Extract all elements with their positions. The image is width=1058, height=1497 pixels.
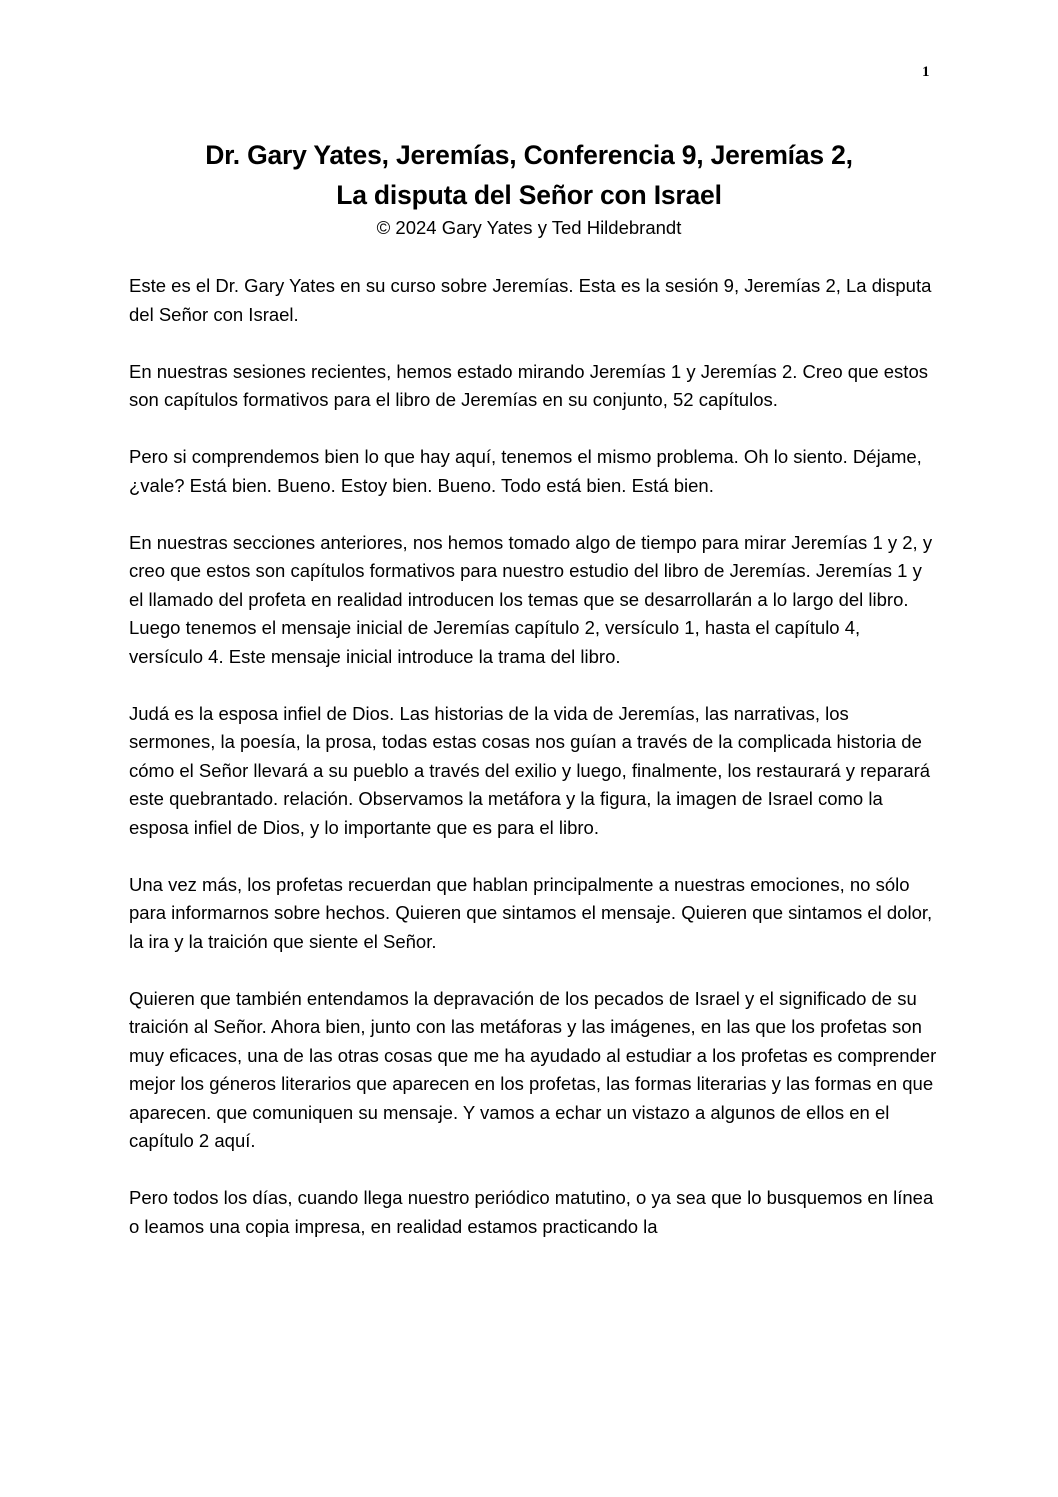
copyright-notice: © 2024 Gary Yates y Ted Hildebrandt bbox=[376, 217, 682, 238]
paragraph: Quieren que también entendamos la depravación de los pecados de Israel y el significado de su traición al Señor. Ahora bien, junto con las metáforas y las imágenes, en las que los profetas son muy eficaces, una de las otras cosas que me ha ayudado al estudiar a los profetas es comprender mejor los géneros literarios que aparecen en los profetas, las formas literarias y las formas en que aparecen. que comuniquen su mensaje. Y vamos a echar un vistazo a algunos de ellos en el capítulo 2 aquí. bbox=[129, 987, 937, 1151]
page-number: 1 bbox=[922, 64, 930, 80]
paragraph: Este es el Dr. Gary Yates en su curso sobre Jeremías. Esta es la sesión 9, Jeremías 2, La disputa del Señor con Israel. bbox=[129, 275, 932, 325]
document-body bbox=[129, 272, 939, 1270]
document-title bbox=[120, 135, 938, 215]
paragraph: Judá es la esposa infiel de Dios. Las historias de la vida de Jeremías, las narrativas, los sermones, la poesía, la prosa, todas estas cosas nos guían a través de la complicada historia de cómo el Señor llevará a su pueblo a través del exilio y luego, finalmente, los restaurará y reparará este quebrantado. relación. Observamos la metáfora y la figura, la imagen de Israel como la esposa infiel de Dios, y lo importante que es para el libro. bbox=[129, 702, 931, 838]
title-line-1: Dr. Gary Yates, Jeremías, Conferencia 9, Jeremías 2, bbox=[205, 140, 853, 170]
paragraph: Pero si comprendemos bien lo que hay aquí, tenemos el mismo problema. Oh lo siento. Déjame, ¿vale? Está bien. Bueno. Estoy bien. Bueno. Todo está bien. Está bien. bbox=[129, 446, 922, 496]
paragraph: Pero todos los días, cuando llega nuestro periódico matutino, o ya sea que lo busquemos en línea o leamos una copia impresa, en realidad estamos practicando la bbox=[129, 1187, 934, 1237]
paragraph: Una vez más, los profetas recuerdan que hablan principalmente a nuestras emociones, no sólo para informarnos sobre hechos. Quieren que sintamos el mensaje. Quieren que sintamos el dolor, la ira y la traición que siente el Señor. bbox=[129, 873, 933, 952]
title-line-2: La disputa del Señor con Israel bbox=[336, 180, 722, 210]
paragraph: En nuestras secciones anteriores, nos hemos tomado algo de tiempo para mirar Jeremías 1 y 2, y creo que estos son capítulos formativos para nuestro estudio del libro de Jeremías. Jeremías 1 y el llamado del profeta en realidad introducen los temas que se desarrollarán a lo largo del libro. Luego tenemos el mensaje inicial de Jeremías capítulo 2, versículo 1, hasta el capítulo 4, versículo 4. Este mensaje inicial introduce la trama del libro. bbox=[129, 531, 933, 667]
paragraph: En nuestras sesiones recientes, hemos estado mirando Jeremías 1 y Jeremías 2. Creo que estos son capítulos formativos para el libro de Jeremías en su conjunto, 52 capítulos. bbox=[129, 360, 928, 410]
